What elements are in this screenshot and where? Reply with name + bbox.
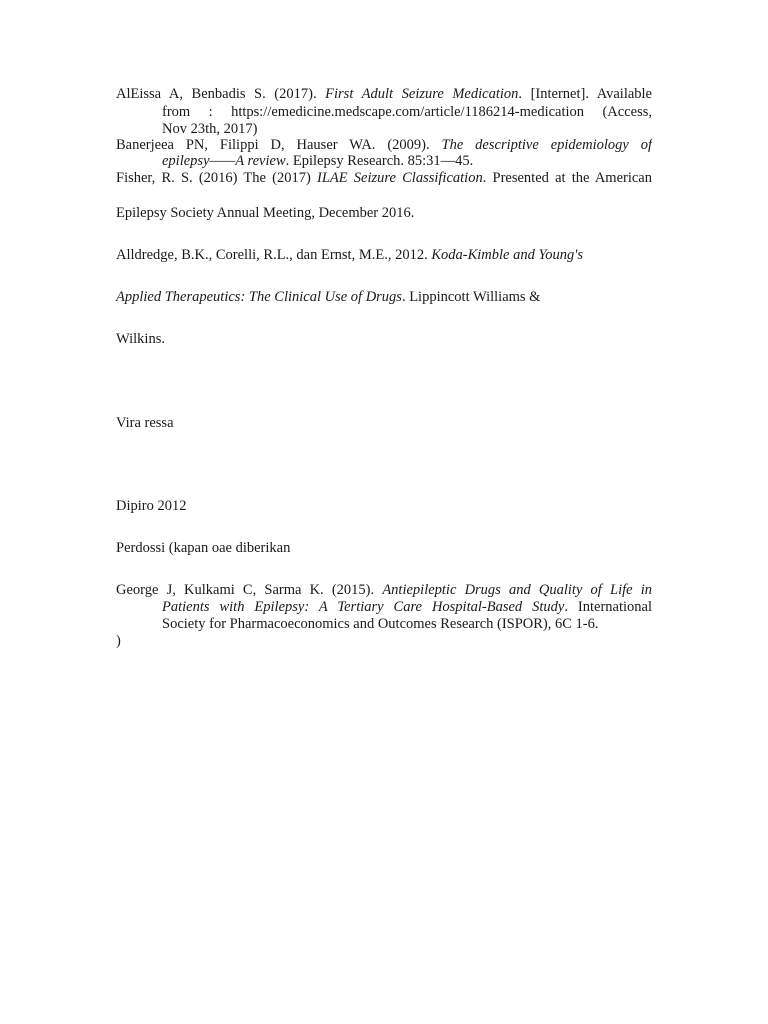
note-vira-ressa: Vira ressa	[116, 415, 174, 431]
reference-fisher-title: ILAE Seizure Classification	[317, 170, 483, 186]
reference-aleissa-title: First Adult Seizure Medication	[325, 86, 519, 102]
closing-parenthesis: )	[116, 633, 121, 649]
reference-george-line-2	[162, 599, 652, 616]
reference-aleissa-authors: AlEissa A, Benbadis S. (2017).	[116, 86, 326, 102]
reference-alldredge-line-3: Wilkins.	[116, 331, 165, 347]
reference-aleissa-after-title: . [Internet]. Available	[518, 86, 652, 102]
reference-banerjeea-line-2	[162, 153, 473, 170]
reference-alldredge-authors: Alldredge, B.K., Corelli, R.L., dan Ernst, M.E., 2012.	[116, 247, 432, 263]
reference-george-authors: George J, Kulkami C, Sarma K. (2015).	[116, 582, 383, 598]
reference-alldredge-line-1	[116, 247, 583, 264]
reference-fisher-line-1	[116, 170, 652, 187]
reference-fisher-before-title: Fisher, R. S. (2016) The (2017)	[116, 170, 317, 186]
reference-george-line-1	[116, 582, 652, 599]
reference-aleissa-line-2: from : https://emedicine.medscape.com/article/1186214-medication (Access,	[162, 104, 652, 120]
note-dipiro: Dipiro 2012	[116, 498, 187, 514]
reference-alldredge-line-2	[116, 289, 540, 306]
reference-george-after-title: . International	[564, 599, 652, 615]
reference-george-title-part-2: Patients with Epilepsy: A Tertiary Care Hospital-Based Study	[162, 599, 565, 615]
reference-banerjeea-title-part-1: The descriptive epidemiology of	[441, 137, 652, 153]
reference-alldredge-after-title: . Lippincott Williams &	[401, 289, 541, 305]
reference-alldredge-title-part-1: Koda-Kimble and Young's	[431, 247, 583, 263]
reference-george-line-3: Society for Pharmacoeconomics and Outcomes Research (ISPOR), 6C 1-6.	[162, 616, 599, 632]
reference-banerjeea-line-1	[116, 137, 652, 154]
note-perdossi: Perdossi (kapan oae diberikan	[116, 540, 291, 556]
reference-fisher-line-2: Epilepsy Society Annual Meeting, December 2016.	[116, 205, 415, 221]
reference-banerjeea-authors: Banerjeea PN, Filippi D, Hauser WA. (2009).	[116, 137, 442, 153]
reference-aleissa-line-1	[116, 86, 652, 103]
reference-george-title-part-1: Antiepileptic Drugs and Quality of Life in	[382, 582, 652, 598]
reference-aleissa-line-3: Nov 23th, 2017)	[162, 121, 258, 137]
reference-fisher-after-title: . Presented at the American	[482, 170, 652, 186]
reference-banerjeea-after-title: . Epilepsy Research. 85:31—45.	[285, 153, 474, 169]
reference-alldredge-title-part-2: Applied Therapeutics: The Clinical Use of Drugs	[116, 289, 402, 305]
reference-banerjeea-title-part-2: epilepsy——A review	[162, 153, 286, 169]
